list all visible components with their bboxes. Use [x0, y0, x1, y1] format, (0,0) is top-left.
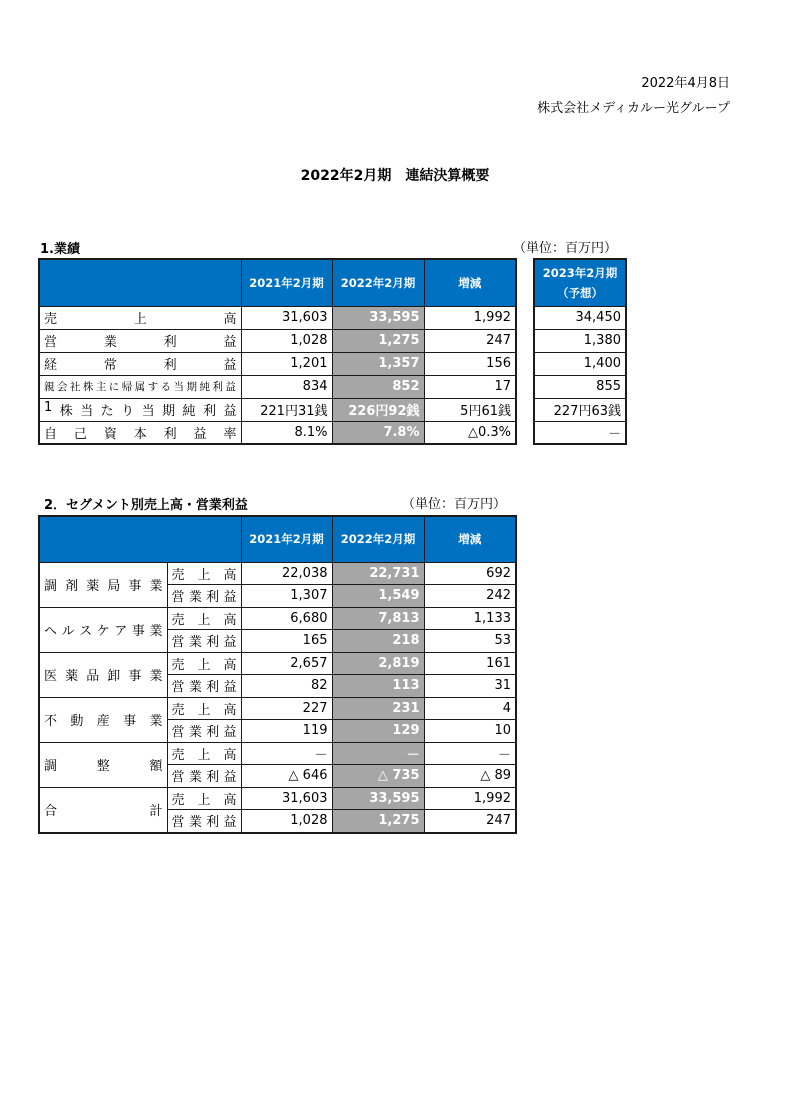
value-prev: 31,603: [241, 787, 332, 810]
forecast-header-note: （予想）: [557, 285, 603, 300]
value-curr: 218: [332, 630, 424, 653]
section1-title: 1.業績: [40, 242, 80, 257]
table-row: [534, 398, 626, 421]
col-header-curr: 2022年2月期: [332, 516, 424, 562]
value-diff: 156: [424, 352, 516, 375]
results-table: [38, 258, 517, 445]
metric-label-sales: 売 上 高: [167, 652, 241, 675]
value-curr: 231: [332, 697, 424, 720]
value-diff: 242: [424, 585, 516, 608]
value-prev: △ 646: [241, 765, 332, 788]
company-name: 株式会社メディカルー光グループ: [537, 101, 730, 116]
table-row: [39, 742, 516, 765]
table-row: [534, 306, 626, 329]
value-forecast: 1,400: [534, 352, 626, 375]
value-diff: 31: [424, 675, 516, 698]
table-row: [534, 329, 626, 352]
value-prev: 165: [241, 630, 332, 653]
row-label: 経 常 利 益: [39, 352, 241, 375]
table-row: [39, 787, 516, 810]
value-curr: 852: [332, 375, 424, 398]
value-curr: 33,595: [332, 306, 424, 329]
value-curr: 1,275: [332, 810, 424, 833]
value-curr: 2,819: [332, 652, 424, 675]
value-curr: 7,813: [332, 607, 424, 630]
value-curr: 226円92銭: [332, 398, 424, 421]
value-diff: 17: [424, 375, 516, 398]
value-prev: －: [241, 742, 332, 765]
segment-name: 合 計: [39, 787, 167, 833]
value-diff: 692: [424, 562, 516, 585]
metric-label-op: 営 業 利 益: [167, 810, 241, 833]
forecast-table: [533, 258, 627, 445]
col-header-forecast: [534, 259, 626, 306]
row-label: 営 業 利 益: [39, 329, 241, 352]
value-diff: △ 89: [424, 765, 516, 788]
value-diff: 247: [424, 810, 516, 833]
forecast-header-year: 2023年2月期: [542, 265, 618, 280]
value-diff: △0.3%: [424, 421, 516, 444]
value-diff: 53: [424, 630, 516, 653]
value-diff: 4: [424, 697, 516, 720]
value-curr: 7.8%: [332, 421, 424, 444]
value-prev: 22,038: [241, 562, 332, 585]
value-prev: 1,028: [241, 329, 332, 352]
value-forecast: 227円63銭: [534, 398, 626, 421]
value-forecast: 855: [534, 375, 626, 398]
col-header-curr: 2022年2月期: [332, 259, 424, 306]
value-curr: 129: [332, 720, 424, 743]
section2-title: 2．セグメント別売上高・営業利益: [44, 498, 248, 513]
table-row: [39, 329, 516, 352]
table-row: [39, 421, 516, 444]
segment-name: 不 動 産 事 業: [39, 697, 167, 742]
value-prev: 1,201: [241, 352, 332, 375]
row-label: 1 株 当 た り 当 期 純 利 益: [39, 398, 241, 421]
value-forecast: 34,450: [534, 306, 626, 329]
value-curr: △ 735: [332, 765, 424, 788]
row-label: 自 己 資 本 利 益 率: [39, 421, 241, 444]
col-header-prev: 2021年2月期: [241, 259, 332, 306]
value-curr: 22,731: [332, 562, 424, 585]
col-header-diff: 増減: [424, 516, 516, 562]
value-prev: 1,307: [241, 585, 332, 608]
value-diff: －: [424, 742, 516, 765]
metric-label-sales: 売 上 高: [167, 787, 241, 810]
value-diff: 1,992: [424, 787, 516, 810]
table-row: [39, 697, 516, 720]
metric-label-op: 営 業 利 益: [167, 630, 241, 653]
table-row: [39, 352, 516, 375]
value-prev: 8.1%: [241, 421, 332, 444]
value-forecast: －: [534, 421, 626, 444]
col-header-prev: 2021年2月期: [241, 516, 332, 562]
table-row: [39, 398, 516, 421]
table-row: [534, 421, 626, 444]
value-prev: 2,657: [241, 652, 332, 675]
value-curr: －: [332, 742, 424, 765]
report-date: 2022年4月8日: [641, 76, 730, 91]
segment-name: 調 整 額: [39, 742, 167, 787]
value-prev: 6,680: [241, 607, 332, 630]
value-forecast: 1,380: [534, 329, 626, 352]
metric-label-sales: 売 上 高: [167, 562, 241, 585]
table-row: [534, 352, 626, 375]
metric-label-sales: 売 上 高: [167, 742, 241, 765]
metric-label-op: 営 業 利 益: [167, 720, 241, 743]
value-diff: 247: [424, 329, 516, 352]
table-row: [39, 652, 516, 675]
row-label: 親 会 社 株 主 に 帰 属 す る 当 期 純 利 益: [39, 375, 241, 398]
value-curr: 33,595: [332, 787, 424, 810]
metric-label-sales: 売 上 高: [167, 697, 241, 720]
value-diff: 1,133: [424, 607, 516, 630]
value-curr: 1,549: [332, 585, 424, 608]
value-prev: 31,603: [241, 306, 332, 329]
value-diff: 5円61銭: [424, 398, 516, 421]
value-prev: 834: [241, 375, 332, 398]
section1-unit: （単位：百万円）: [513, 241, 618, 256]
header-blank: [39, 259, 241, 306]
table-row: [534, 375, 626, 398]
value-diff: 161: [424, 652, 516, 675]
metric-label-op: 営 業 利 益: [167, 675, 241, 698]
value-prev: 221円31銭: [241, 398, 332, 421]
col-header-diff: 増減: [424, 259, 516, 306]
section2-unit: （単位：百万円）: [402, 497, 507, 512]
header-blank: [39, 516, 241, 562]
value-diff: 1,992: [424, 306, 516, 329]
table-row: [39, 375, 516, 398]
value-prev: 227: [241, 697, 332, 720]
table-row: [39, 306, 516, 329]
value-curr: 1,357: [332, 352, 424, 375]
segment-table: [38, 515, 517, 834]
segment-name: 医 薬 品 卸 事 業: [39, 652, 167, 697]
table-row: [39, 562, 516, 585]
value-prev: 1,028: [241, 810, 332, 833]
value-curr: 1,275: [332, 329, 424, 352]
value-prev: 119: [241, 720, 332, 743]
value-prev: 82: [241, 675, 332, 698]
segment-name: ヘ ル ス ケ ア 事 業: [39, 607, 167, 652]
metric-label-sales: 売 上 高: [167, 607, 241, 630]
metric-label-op: 営 業 利 益: [167, 765, 241, 788]
table-row: [39, 607, 516, 630]
segment-name: 調 剤 薬 局 事 業: [39, 562, 167, 607]
metric-label-op: 営 業 利 益: [167, 585, 241, 608]
value-curr: 113: [332, 675, 424, 698]
value-diff: 10: [424, 720, 516, 743]
row-label: 売 上 高: [39, 306, 241, 329]
page-title: 2022年2月期 連結決算概要: [300, 168, 490, 184]
